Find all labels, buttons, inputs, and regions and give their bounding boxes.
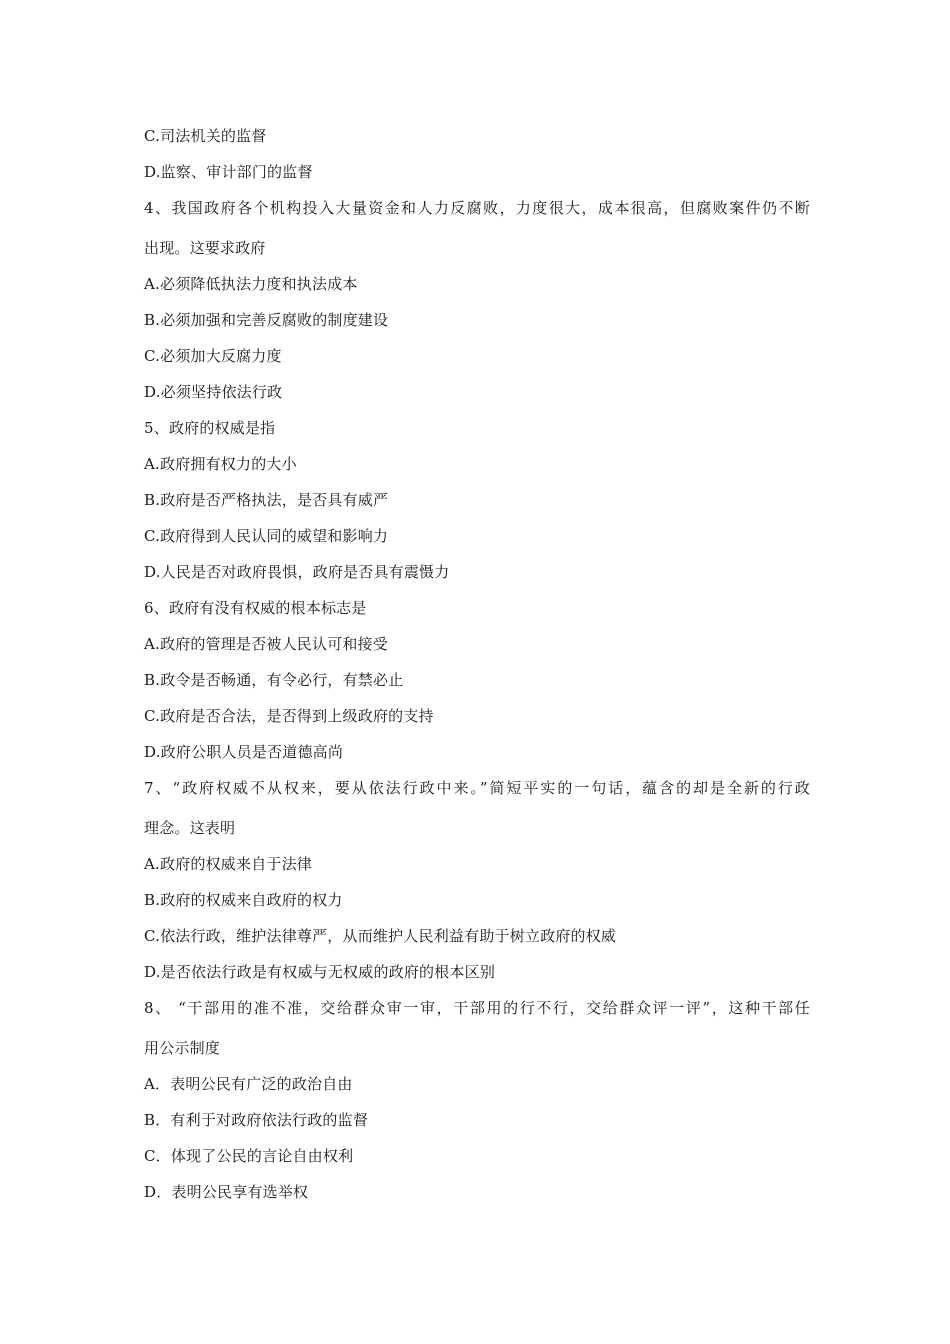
- document-page: [144, 118, 810, 1210]
- option-c-q3: C.司法机关的监督: [144, 127, 267, 145]
- option-a-q8: A．表明公民有广泛的政治自由: [144, 1075, 353, 1093]
- option-d-q3: D.监察、审计部门的监督: [144, 163, 313, 181]
- question-4-stem-line1: 4、我国政府各个机构投入大量资金和人力反腐败，力度很大，成本很高，但腐败案件仍不断: [144, 199, 810, 217]
- option-c-q7: C.依法行政，维护法律尊严，从而维护人民利益有助于树立政府的权威: [144, 927, 617, 945]
- option-d-q5: D.人民是否对政府畏惧，政府是否具有震慑力: [144, 563, 450, 581]
- option-b-q5: B.政府是否严格执法，是否具有威严: [144, 491, 389, 509]
- option-c-q4: C.必须加大反腐力度: [144, 347, 282, 365]
- option-b-q7: B.政府的权威来自政府的权力: [144, 891, 343, 909]
- option-c-q8: C．体现了公民的言论自由权利: [144, 1147, 354, 1165]
- question-5-stem: 5、政府的权威是指: [144, 419, 276, 437]
- option-a-q4: A.必须降低执法力度和执法成本: [144, 275, 358, 293]
- question-7-stem-line1: 7、“政府权威不从权来，要从依法行政中来。”简短平实的一句话，蕴含的却是全新的行政: [144, 779, 810, 797]
- question-4-stem-line2: 出现。这要求政府: [144, 239, 266, 257]
- question-8-stem-line1: 8、 “干部用的准不准，交给群众审一审，干部用的行不行，交给群众评一评”，这种干部任: [144, 999, 810, 1017]
- question-6-stem: 6、政府有没有权威的根本标志是: [144, 599, 367, 617]
- option-b-q6: B.政令是否畅通，有令必行，有禁必止: [144, 671, 404, 689]
- option-a-q7: A.政府的权威来自于法律: [144, 855, 313, 873]
- option-d-q4: D.必须坚持依法行政: [144, 383, 283, 401]
- option-d-q8: D．表明公民享有选举权: [144, 1183, 309, 1201]
- option-b-q4: B.必须加强和完善反腐败的制度建设: [144, 311, 389, 329]
- option-c-q6: C.政府是否合法，是否得到上级政府的支持: [144, 707, 434, 725]
- option-b-q8: B．有利于对政府依法行政的监督: [144, 1111, 369, 1129]
- option-a-q5: A.政府拥有权力的大小: [144, 455, 297, 473]
- option-a-q6: A.政府的管理是否被人民认可和接受: [144, 635, 389, 653]
- option-d-q7: D.是否依法行政是有权威与无权威的政府的根本区别: [144, 963, 496, 981]
- option-c-q5: C.政府得到人民认同的威望和影响力: [144, 527, 389, 545]
- question-7-stem-line2: 理念。这表明: [144, 819, 236, 837]
- option-d-q6: D.政府公职人员是否道德高尚: [144, 743, 344, 761]
- question-8-stem-line2: 用公示制度: [144, 1039, 221, 1057]
